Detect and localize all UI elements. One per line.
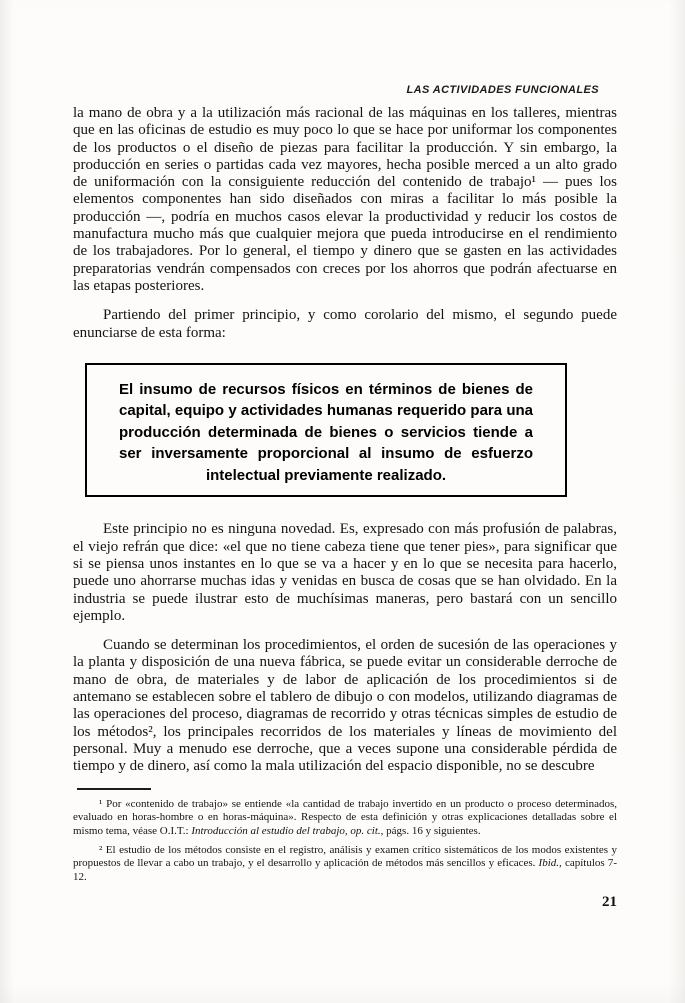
body-paragraph-2: Partiendo del primer principio, y como corolario del mismo, el segundo puede enunciarse de esta forma: xyxy=(73,307,617,341)
footnote-1-text: ¹ Por «contenido de trabajo» se entiende «la cantidad de trabajo invertido en un producto o proceso determinados, evaluado en horas-hombre o en horas-máquina». Respecto de esta definición y otras explicaciones detalladas sobre el mismo tema, véase O.I.T.: xyxy=(73,797,617,837)
page-number: 21 xyxy=(602,893,617,910)
footnote-2-text: ² El estudio de los métodos consiste en el registro, análisis y examen crítico sistemáticos de los modos existentes y propuestos de llevar a cabo un trabajo, y el desarrollo y aplicación de métodos más sencillos y eficaces. xyxy=(73,843,617,870)
body-paragraph-4: Cuando se determinan los procedimientos, el orden de sucesión de las operaciones y la planta y disposición de una nueva fábrica, se puede evitar un considerable derroche de mano de obra, de materiales y de labor de aplicación de los procedimientos si de antemano se establecen sobre el tablero de dibujo o con modelos, utilizando diagramas de las operaciones del proceso, diagramas de recorrido y otras técnicas simples de estudio de los métodos², los principales recorridos de los materiales y líneas de movimiento del personal. Muy a menudo ese derroche, que a veces supone una considerable pérdida de tiempo y de dinero, así como la mala utilización del espacio disponible, no se descubre xyxy=(73,637,617,775)
body-paragraph-3: Este principio no es ninguna novedad. Es, expresado con más profusión de palabras, el viejo refrán que dice: «el que no tiene cabeza tiene que tener pies», para significar que si se piensa unos instantes en lo que se va a hacer y en lo que se necesita para hacerlo, puede uno ahorrarse muchas idas y venidas en busca de cosas que se han olvidado. En la industria se puede ilustrar esto de muchísimas maneras, pero bastará con un sencillo ejemplo. xyxy=(73,521,617,624)
footnote-2-text-end: , capítulos 7-12. xyxy=(73,857,617,884)
running-header: LAS ACTIVIDADES FUNCIONALES xyxy=(406,84,599,96)
footnote-1 xyxy=(73,798,617,839)
text-column xyxy=(73,0,617,911)
footnote-1-citation-italic: Introducción al estudio del trabajo, op. cit. xyxy=(191,824,381,837)
footnote-1-text-end: , págs. 16 y siguientes. xyxy=(380,824,481,837)
principle-box-text: El insumo de recursos físicos en términos de bienes de capital, equipo y actividades humanas requerido para una producción determinada de bienes o servicios tiende a ser inversamente proporcional al insumo de esfuerzo intelectual previamente realizado. xyxy=(119,380,533,484)
footnote-2-citation-italic: Ibid. xyxy=(538,857,560,870)
footnote-divider xyxy=(77,788,151,790)
principle-box xyxy=(85,363,567,498)
body-paragraph-1: la mano de obra y a la utilización más racional de las máquinas en los talleres, mientras que en las oficinas de estudio es muy poco lo que se hace por uniformar los componentes de los productos o el diseño de piezas para facilitar la producción. Y sin embargo, la producción en series o partidas cada vez mayores, hecha posible merced a un alto grado de uniformación con la consiguiente reducción del contenido de trabajo¹ — pues los elementos componentes han sido diseñados con miras a facilitar lo más posible la producción —, podría en muchos casos elevar la productividad y reducir los costos de manufactura mucho más que cualquier mejora que pueda introducirse en el rendimiento de los trabajadores. Por lo general, el tiempo y dinero que se gasten en las actividades preparatorias vendrán compensados con creces por los ahorros que podrán afectuarse en las etapas posteriores. xyxy=(73,105,617,294)
footnote-2 xyxy=(73,844,617,885)
